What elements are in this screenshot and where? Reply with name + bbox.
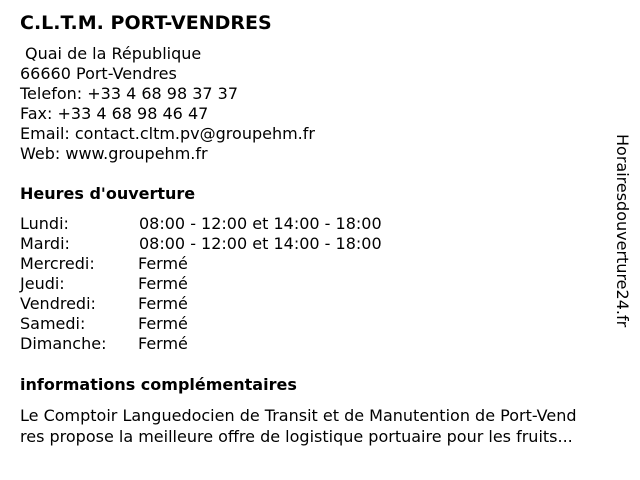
day-label: Samedi: bbox=[20, 314, 86, 333]
day-hours: Fermé bbox=[138, 314, 188, 333]
day-label: Jeudi: bbox=[20, 274, 65, 293]
day-label: Mardi: bbox=[20, 234, 70, 253]
address-city: 66660 Port-Vendres bbox=[20, 64, 177, 83]
description-line: res propose la meilleure offre de logistique portuaire pour les fruits... bbox=[20, 427, 573, 446]
email-address: Email: contact.cltm.pv@groupehm.fr bbox=[20, 124, 315, 143]
opening-hours-table bbox=[20, 214, 440, 354]
hours-row-lundi bbox=[20, 214, 440, 234]
business-name: C.L.T.M. PORT-VENDRES bbox=[20, 12, 272, 34]
description-line: Le Comptoir Languedocien de Transit et de Manutention de Port-Vend bbox=[20, 406, 577, 425]
website-address: Web: www.groupehm.fr bbox=[20, 144, 208, 163]
hours-row-jeudi bbox=[20, 274, 440, 294]
hours-row-dimanche bbox=[20, 334, 440, 354]
hours-row-samedi bbox=[20, 314, 440, 334]
day-hours: 08:00 - 12:00 et 14:00 - 18:00 bbox=[139, 214, 382, 233]
site-watermark bbox=[612, 134, 632, 372]
day-label: Dimanche: bbox=[20, 334, 107, 353]
day-label: Mercredi: bbox=[20, 254, 95, 273]
day-label: Lundi: bbox=[20, 214, 69, 233]
address-street: Quai de la République bbox=[25, 44, 202, 63]
hours-row-mercredi bbox=[20, 254, 440, 274]
day-hours: Fermé bbox=[138, 334, 188, 353]
fax-number: Fax: +33 4 68 98 46 47 bbox=[20, 104, 209, 123]
day-label: Vendredi: bbox=[20, 294, 96, 313]
hours-row-mardi bbox=[20, 234, 440, 254]
phone-number: Telefon: +33 4 68 98 37 37 bbox=[20, 84, 239, 103]
business-description bbox=[20, 405, 624, 447]
additional-info-heading: informations complémentaires bbox=[20, 375, 297, 394]
day-hours: Fermé bbox=[138, 254, 188, 273]
opening-hours-heading: Heures d'ouverture bbox=[20, 184, 196, 203]
watermark-text: Horairesdouverture24.fr bbox=[613, 134, 632, 328]
hours-row-vendredi bbox=[20, 294, 440, 314]
address-block bbox=[20, 44, 315, 164]
day-hours: 08:00 - 12:00 et 14:00 - 18:00 bbox=[139, 234, 382, 253]
day-hours: Fermé bbox=[138, 294, 188, 313]
day-hours: Fermé bbox=[138, 274, 188, 293]
